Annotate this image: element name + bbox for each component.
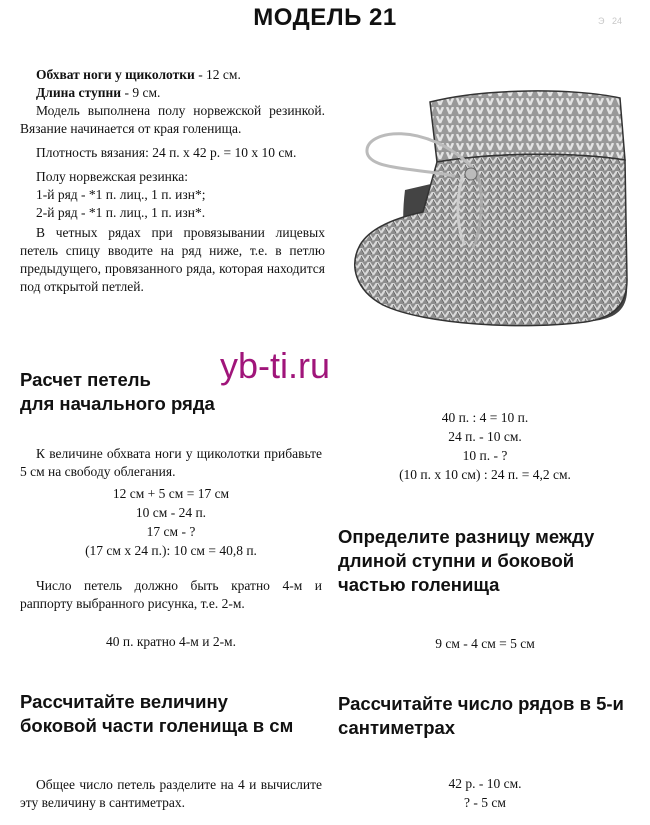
girth-line xyxy=(20,66,325,84)
calc-line: 10 п. - ? xyxy=(462,448,508,463)
section-difference-heading xyxy=(338,525,638,597)
rows-calc xyxy=(340,774,630,812)
girth-value: - 12 см. xyxy=(194,67,241,82)
watermark: yb-ti.ru xyxy=(220,345,331,386)
foot-label: Длина ступни xyxy=(36,85,122,100)
heading-line: для начального ряда xyxy=(20,393,215,414)
section-initial-row-result: 40 п. кратно 4-м и 2-м. xyxy=(106,634,236,649)
heading-line: частью голенища xyxy=(338,574,500,595)
heading-line: Рассчитайте число рядов в 5-и xyxy=(338,693,624,714)
calc-line: 12 см + 5 см = 17 см xyxy=(112,486,230,501)
girth-label: Обхват ноги у щиколотки xyxy=(36,67,195,82)
section-initial-row-text-2: Число петель должно быть кратно 4-м и раппорту выбранного рисунка, т.е. 2-м. xyxy=(20,578,322,611)
heading-line: сантиметрах xyxy=(338,717,456,738)
heading-line: Расчет петель xyxy=(20,369,151,390)
heading-line: длиной ступни и боковой xyxy=(338,550,575,571)
difference-calc: 9 см - 4 см = 5 см xyxy=(435,636,535,651)
foot-line xyxy=(20,84,325,102)
rib-row-2: 2-й ряд - *1 п. лиц., 1 п. изн*. xyxy=(36,205,206,220)
calc-line: ? - 5 см xyxy=(464,795,506,810)
calc-line: 24 п. - 10 см. xyxy=(448,429,522,444)
intro-paragraph: Модель выполнена полу норвежской резинкой. Вязание начинается от края голенища. xyxy=(20,103,325,136)
heading-line: Определите разницу между xyxy=(338,526,595,547)
calc-line: (17 см х 24 п.): 10 см = 40,8 п. xyxy=(85,543,257,558)
calc-line: 10 см - 24 п. xyxy=(135,505,207,520)
section-initial-row-calc xyxy=(20,484,322,560)
page-title: МОДЕЛЬ 21 xyxy=(253,4,397,31)
intro-block xyxy=(20,66,325,296)
side-width-calc xyxy=(340,408,630,484)
section-side-width-text: Общее число петель разделите на 4 и вычислите эту величину в сантиметрах. xyxy=(20,777,322,810)
density-text: Плотность вязания: 24 п. х 42 р. = 10 х 10 см. xyxy=(36,145,297,160)
rib-title: Полу норвежская резинка: xyxy=(36,169,188,184)
page-brand-mark: Э xyxy=(598,16,605,26)
foot-value: - 9 см. xyxy=(121,85,161,100)
section-rows-heading xyxy=(338,692,648,740)
heading-line: Рассчитайте величину xyxy=(20,691,228,712)
page-number: 24 xyxy=(612,16,623,26)
section-side-width-heading xyxy=(20,690,330,738)
section-initial-row-heading xyxy=(20,368,320,416)
section-initial-row-text: К величине обхвата ноги у щиколотки прибавьте 5 см на свободу облегания. xyxy=(20,446,322,479)
heading-line: боковой части голенища в см xyxy=(20,715,294,736)
calc-line: 42 р. - 10 см. xyxy=(448,776,522,791)
even-rows-paragraph: В четных рядах при провязывании лицевых петель спицу вводите на ряд ниже, т.е. в петлю предыдущего, провязанного ряда, которая находится под открытой петлей. xyxy=(20,225,325,294)
calc-line: 17 см - ? xyxy=(146,524,196,539)
calc-line: (10 п. х 10 см) : 24 п. = 4,2 см. xyxy=(399,467,571,482)
calc-line: 40 п. : 4 = 10 п. xyxy=(441,410,529,425)
rib-row-1: 1-й ряд - *1 п. лиц., 1 п. изн*; xyxy=(36,187,206,202)
knitted-bootie-photo xyxy=(345,80,635,345)
